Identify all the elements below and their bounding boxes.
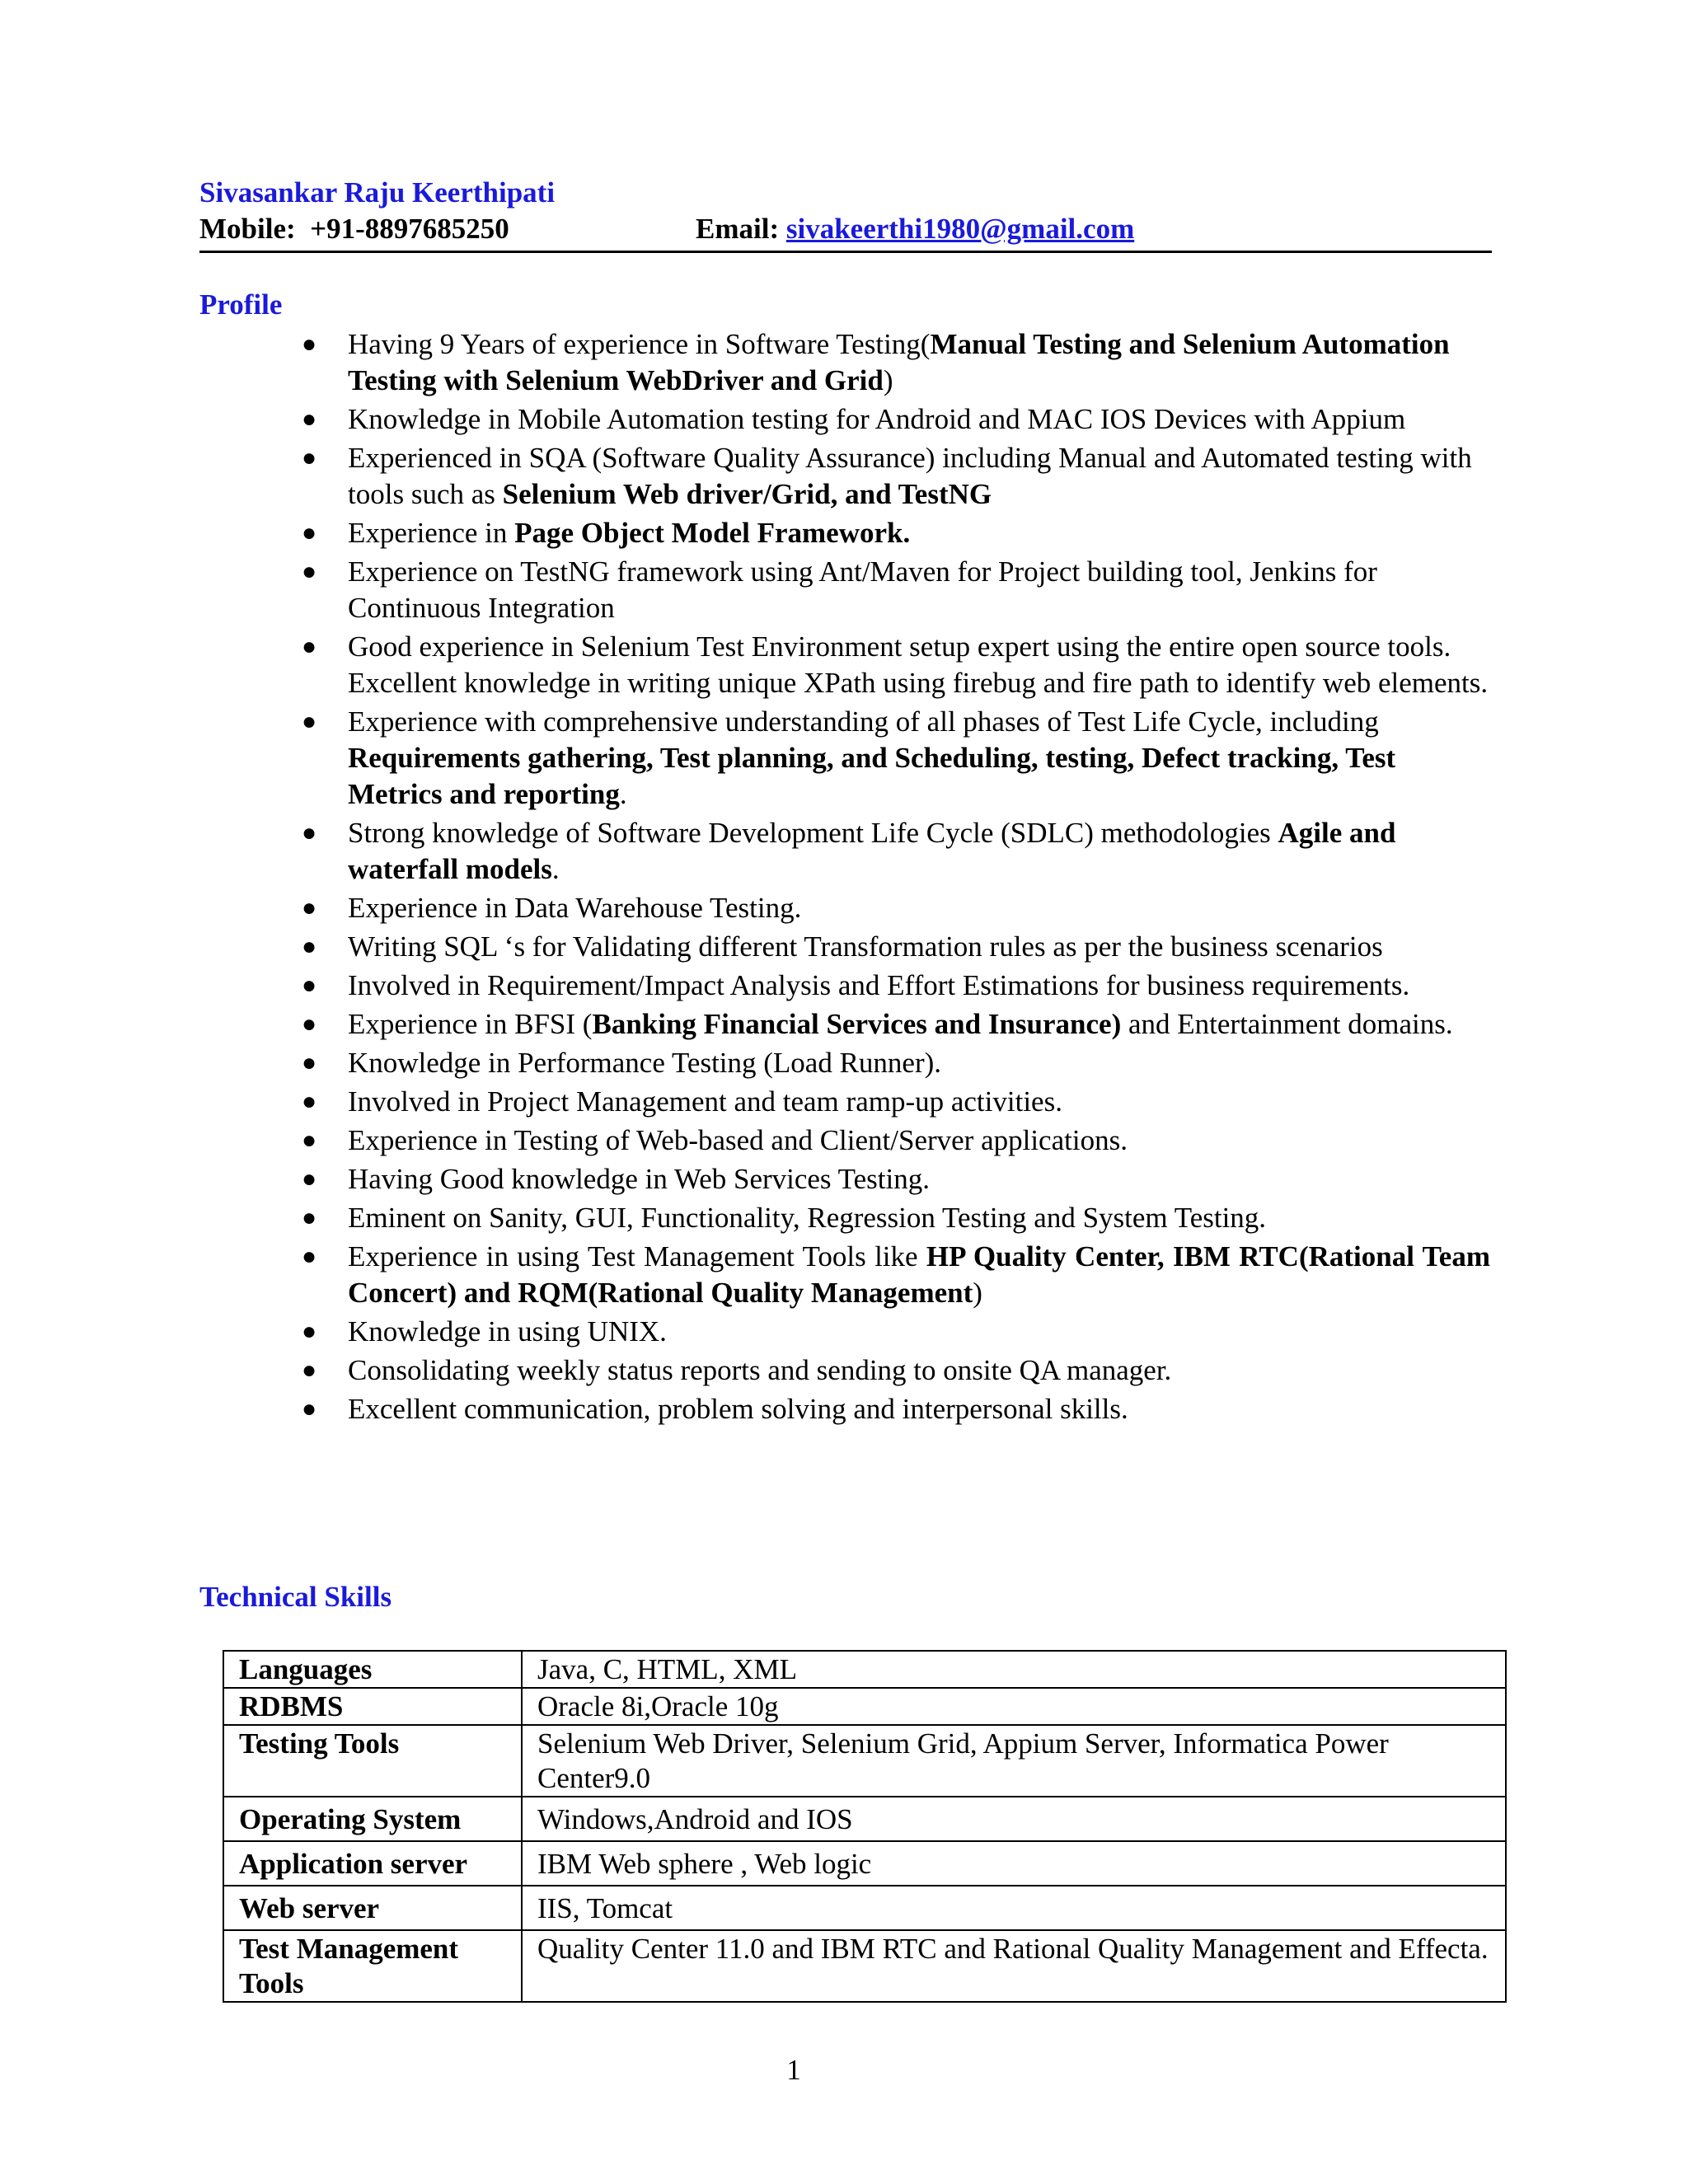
skill-category: Testing Tools bbox=[223, 1725, 522, 1797]
mobile-number: +91-8897685250 bbox=[310, 213, 509, 245]
profile-item: ● Experience in using Test Management Tools like HP Quality Center, IBM RTC(Rational Team Concert) and RQM(Rational Quality Management) bbox=[302, 1240, 1490, 1309]
skill-value: IIS, Tomcat bbox=[522, 1886, 1506, 1930]
table-row bbox=[223, 1930, 1506, 2002]
email-info bbox=[696, 213, 1134, 246]
mobile-info bbox=[199, 213, 509, 246]
bullet-icon: ● bbox=[302, 444, 317, 471]
profile-item: ● Strong knowledge of Software Development Life Cycle (SDLC) methodologies Agile and waterfall models. bbox=[302, 817, 1396, 885]
table-row bbox=[223, 1886, 1506, 1930]
bullet-icon: ● bbox=[302, 519, 317, 546]
profile-item: ● Knowledge in using UNIX. bbox=[348, 1314, 1490, 1350]
profile-item: ● Experienced in SQA (Software Quality Assurance) including Manual and Automated testing with tools such as Selenium Web driver/Grid, and TestNG bbox=[302, 442, 1472, 510]
skills-table bbox=[223, 1650, 1507, 2003]
table-row bbox=[223, 1688, 1506, 1725]
bullet-icon: ● bbox=[302, 1010, 317, 1038]
skill-category: Test Management Tools bbox=[223, 1930, 522, 2002]
bullet-icon: ● bbox=[302, 708, 317, 735]
bullet-icon: ● bbox=[302, 330, 317, 358]
bullet-icon: ● bbox=[302, 558, 317, 585]
bullet-icon: ● bbox=[302, 972, 317, 999]
bullet-icon: ● bbox=[302, 1165, 317, 1193]
skill-category: Operating System bbox=[223, 1797, 522, 1841]
table-row bbox=[223, 1841, 1506, 1886]
bullet-icon: ● bbox=[302, 1204, 317, 1231]
skill-category: Web server bbox=[223, 1886, 522, 1930]
skill-value: Oracle 8i,Oracle 10g bbox=[522, 1688, 1506, 1725]
bullet-icon: ● bbox=[302, 819, 317, 846]
profile-item: ● Eminent on Sanity, GUI, Functionality, Regression Testing and System Testing. bbox=[348, 1200, 1490, 1236]
candidate-name: Sivasankar Raju Keerthipati bbox=[199, 176, 556, 209]
profile-item: ● Knowledge in Mobile Automation testing for Android and MAC IOS Devices with Appium bbox=[348, 401, 1490, 438]
profile-heading: Profile bbox=[199, 288, 283, 321]
skill-category: Application server bbox=[223, 1841, 522, 1886]
bullet-icon: ● bbox=[302, 1357, 317, 1384]
email-label: Email: bbox=[696, 213, 780, 245]
profile-item: ● Involved in Requirement/Impact Analysis and Effort Estimations for business requirements. bbox=[348, 968, 1490, 1004]
table-row bbox=[223, 1725, 1506, 1797]
bullet-icon: ● bbox=[302, 1088, 317, 1115]
skill-category: Languages bbox=[223, 1651, 522, 1688]
profile-item: ● Experience on TestNG framework using Ant/Maven for Project building tool, Jenkins for Continuous Integration bbox=[302, 555, 1377, 624]
skill-value: Selenium Web Driver, Selenium Grid, Appium Server, Informatica Power Center9.0 bbox=[522, 1725, 1506, 1797]
profile-item: ● Excellent communication, problem solving and interpersonal skills. bbox=[348, 1391, 1490, 1427]
page-number: 1 bbox=[786, 2054, 801, 2086]
bullet-icon: ● bbox=[302, 1243, 317, 1270]
profile-item: ● Writing SQL ‘s for Validating different Transformation rules as per the business scenarios bbox=[348, 929, 1490, 965]
skill-category: RDBMS bbox=[223, 1688, 522, 1725]
skill-value: Quality Center 11.0 and IBM RTC and Rational Quality Management and Effecta. bbox=[522, 1930, 1506, 2002]
email-link[interactable]: sivakeerthi1980@gmail.com bbox=[785, 213, 1135, 245]
bullet-icon: ● bbox=[302, 405, 317, 433]
profile-item: ● Experience in BFSI (Banking Financial Services and Insurance) and Entertainment domains. bbox=[348, 1006, 1490, 1043]
profile-item: ● Experience in Page Object Model Framework. bbox=[348, 515, 1490, 551]
skill-value: IBM Web sphere , Web logic bbox=[522, 1841, 1506, 1886]
table-row bbox=[223, 1651, 1506, 1688]
profile-item: ● Experience in Data Warehouse Testing. bbox=[348, 890, 1490, 926]
bullet-icon: ● bbox=[302, 1395, 317, 1422]
bullet-icon: ● bbox=[302, 1127, 317, 1154]
technical-skills-heading: Technical Skills bbox=[199, 1581, 392, 1613]
profile-item: ● Knowledge in Performance Testing (Load Runner). bbox=[348, 1045, 1490, 1081]
bullet-icon: ● bbox=[302, 933, 317, 960]
profile-item: ● Experience with comprehensive understanding of all phases of Test Life Cycle, including Requirements gathering, Test planning, and Scheduling, testing, Defect tracking, Test Metrics and reporting. bbox=[302, 705, 1396, 810]
profile-item: ● Consolidating weekly status reports and sending to onsite QA manager. bbox=[348, 1352, 1490, 1389]
profile-list bbox=[302, 326, 1490, 1430]
mobile-label: Mobile: bbox=[199, 213, 296, 245]
table-row bbox=[223, 1797, 1506, 1841]
bullet-icon: ● bbox=[302, 633, 317, 660]
bullet-icon: ● bbox=[302, 1318, 317, 1345]
profile-item: ● Having Good knowledge in Web Services Testing. bbox=[348, 1161, 1490, 1197]
profile-item: ● Having 9 Years of experience in Software Testing(Manual Testing and Selenium Automation Testing with Selenium WebDriver and Grid) bbox=[302, 328, 1450, 396]
bullet-icon: ● bbox=[302, 1049, 317, 1076]
profile-item: ● Good experience in Selenium Test Environment setup expert using the entire open source tools. Excellent knowledge in writing unique XPath using firebug and fire path to identify web elements. bbox=[302, 630, 1489, 699]
skill-value: Windows,Android and IOS bbox=[522, 1797, 1506, 1841]
skill-value: Java, C, HTML, XML bbox=[522, 1651, 1506, 1688]
profile-item: ● Involved in Project Management and team ramp-up activities. bbox=[348, 1084, 1490, 1120]
contact-line bbox=[199, 213, 1492, 253]
profile-item: ● Experience in Testing of Web-based and Client/Server applications. bbox=[348, 1122, 1490, 1159]
bullet-icon: ● bbox=[302, 894, 317, 921]
